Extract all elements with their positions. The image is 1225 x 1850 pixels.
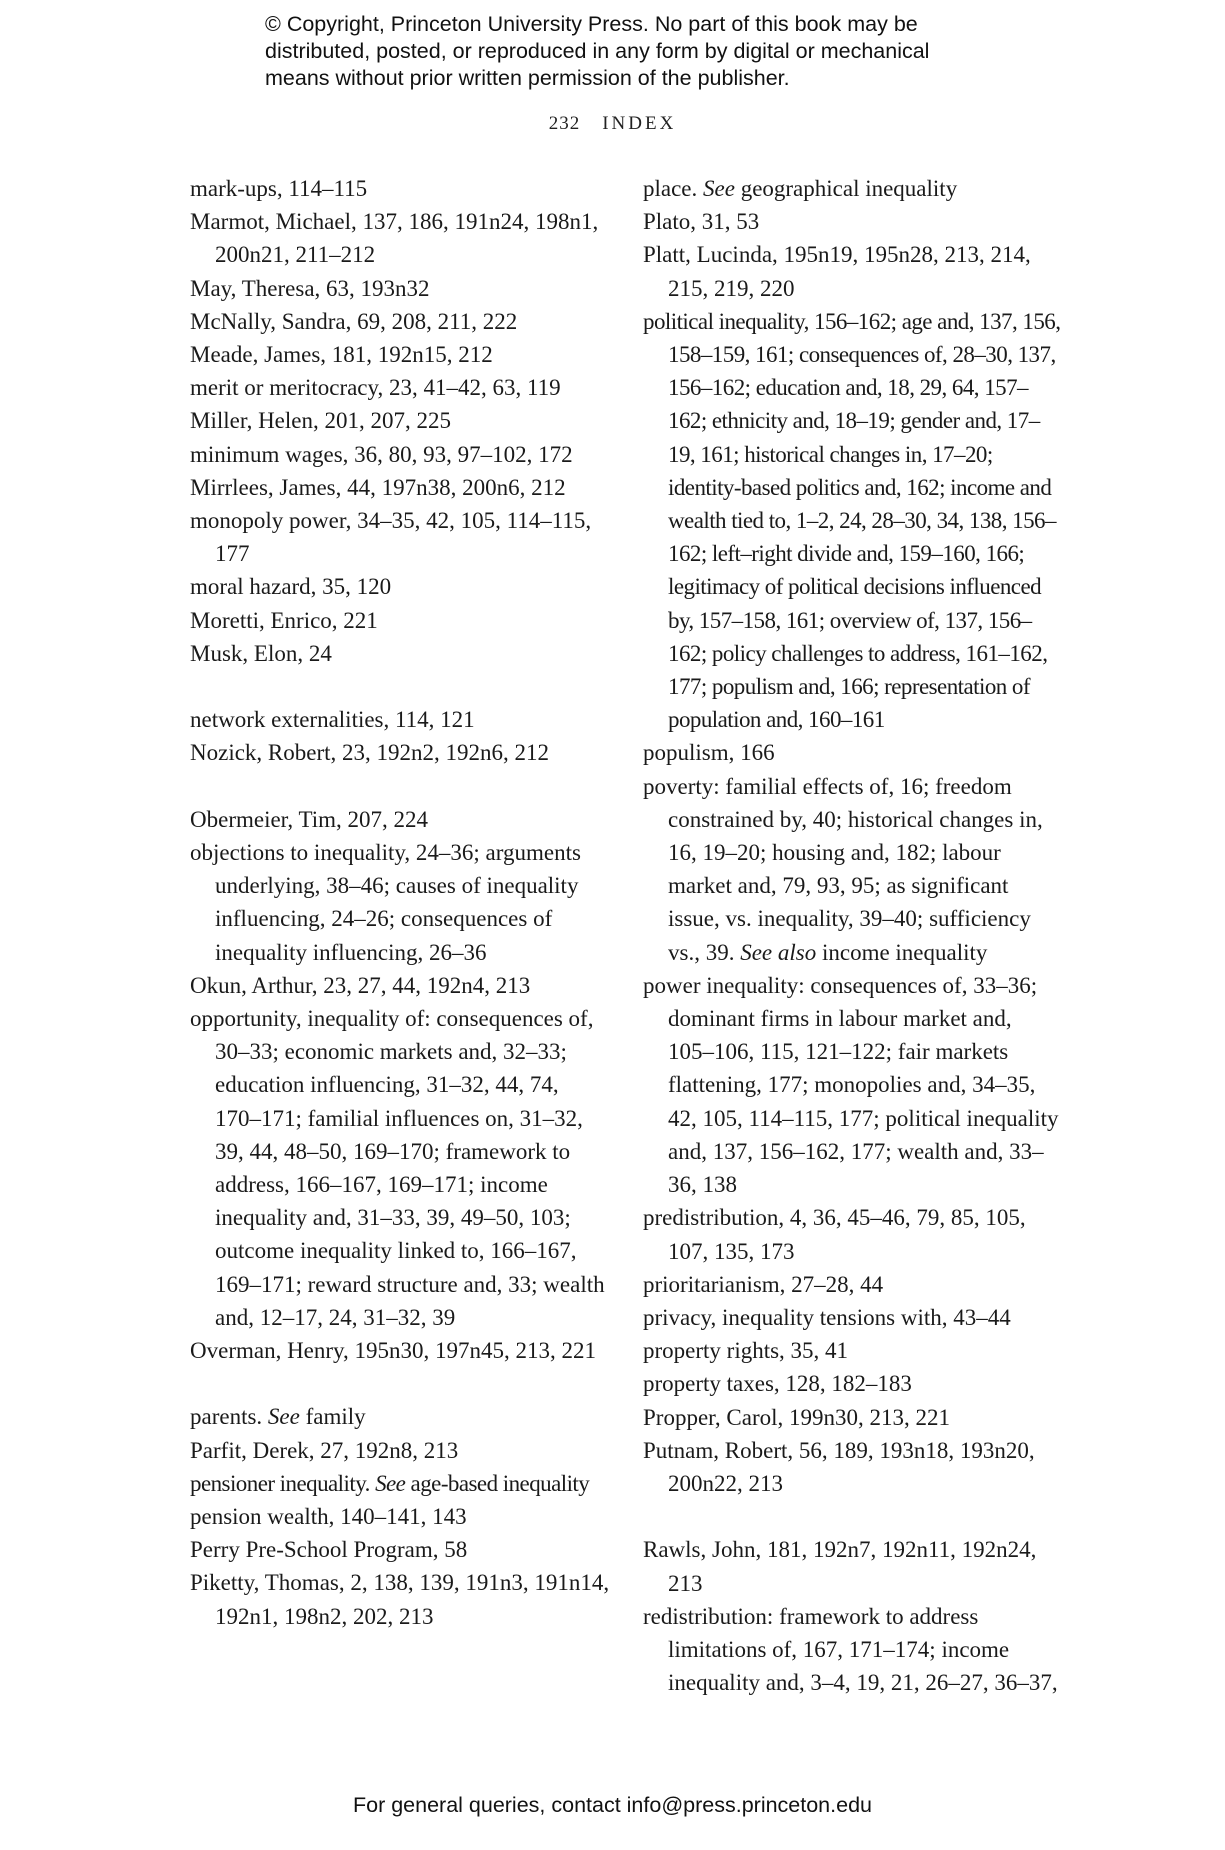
index-column-left [190,172,610,1633]
index-entry: merit or meritocracy, 23, 41–42, 63, 119 [190,375,561,401]
index-entry: Overman, Henry, 195n30, 197n45, 213, 221 [190,1338,597,1364]
index-entry: Nozick, Robert, 23, 192n2, 192n6, 212 [190,740,550,766]
index-entry: Platt, Lucinda, 195n19, 195n28, 213, 214, 215, 219, 220 [643,242,1031,301]
index-entry: Perry Pre-School Program, 58 [190,1537,468,1563]
index-entry: Marmot, Michael, 137, 186, 191n24, 198n1, 200n21, 211–212 [190,209,599,268]
index-entry: pension wealth, 140–141, 143 [190,1504,467,1530]
index-entry: predistribution, 4, 36, 45–46, 79, 85, 105, 107, 135, 173 [643,1205,1026,1264]
index-entry: prioritarianism, 27–28, 44 [643,1271,884,1297]
index-entry: opportunity, inequality of: consequences of, 30–33; economic markets and, 32–33; education influencing, 31–32, 44, 74, 170–171; familial influences on, 31–32, 39, 44, 48–50, 169–170; framework to address, 166–167, 169–171; income inequality and, 31–33, 39, 49–50, 103; outcome inequality linked to, 166–167, 169–171; reward structure and, 33; wealth and, 12–17, 24, 31–32, 39 [190,1006,605,1330]
index-entry: Meade, James, 181, 192n15, 212 [190,342,493,368]
letter-group-gap [190,770,610,803]
copyright-notice [265,11,1025,92]
index-entry: privacy, inequality tensions with, 43–44 [643,1304,1011,1330]
entry-term: place. [643,176,698,201]
index-entry: May, Theresa, 63, 193n32 [190,275,430,301]
index-entry: minimum wages, 36, 80, 93, 97–102, 172 [190,441,573,467]
cross-reference: age-based inequality [410,1470,590,1496]
see-also-reference: See also [740,939,817,965]
copyright-line: means without prior written permission of the publisher. [265,66,790,90]
see-reference: See [375,1470,406,1496]
index-column-right [643,172,1063,1699]
index-entry: Plato, 31, 53 [643,209,760,235]
letter-group-gap [190,1367,610,1400]
index-entry: network externalities, 114, 121 [190,707,475,733]
letter-group-gap [190,670,610,703]
index-entry: power inequality: consequences of, 33–36; dominant firms in labour market and, 105–106, 115, 121–122; fair markets flattening, 177; monopolies and, 34–35, 42, 105, 114–115, 177; political inequality and, 137, 156–162, 177; wealth and, 33–36, 138 [643,972,1059,1198]
index-entry: property rights, 35, 41 [643,1338,849,1364]
index-entry: Piketty, Thomas, 2, 138, 139, 191n3, 191n14, 192n1, 198n2, 202, 213 [190,1570,610,1629]
letter-group-gap [643,1500,1063,1533]
copyright-line: distributed, posted, or reproduced in any form by digital or mechanical [265,39,930,63]
entry-term: pensioner inequality. [190,1470,370,1496]
index-entry: Mirrlees, James, 44, 197n38, 200n6, 212 [190,474,566,500]
index-entry: political inequality, 156–162; age and, 137, 156, 158–159, 161; consequences of, 28–30, 137, 156–162; education and, 18, 29, 64, 157–162; ethnicity and, 18–19; gender and, 17–19, 161; historical changes in, 17–20; identity-based politics and, 162; income and wealth tied to, 1–2, 24, 28–30, 34, 138, 156–162; left–right divide and, 159–160, 166; legitimacy of political decisions influenced by, 157–158, 161; overview of, 137, 156–162; policy challenges to address, 161–162, 177; populism and, 166; representation of population and, 160–161 [643,308,1061,733]
footer-contact: For general queries, contact info@press.princeton.edu [352,1793,872,1817]
entry-term: poverty: familial effects of, 16; freedom constrained by, 40; historical changes in, 16, 19–20; housing and, 182; labour market and, 79, 93, 95; as significant issue, vs. inequality, 39–40; sufficiency vs., 39. [643,773,1043,965]
cross-reference: income inequality [821,939,988,965]
index-entry: Okun, Arthur, 23, 27, 44, 192n4, 213 [190,972,531,998]
index-entry: property taxes, 128, 182–183 [643,1371,912,1397]
index-entry [190,1400,610,1433]
index-entry: objections to inequality, 24–36; arguments underlying, 38–46; causes of inequality influencing, 24–26; consequences of inequality influencing, 26–36 [190,840,581,965]
see-reference: See [703,176,735,201]
index-entry: Musk, Elon, 24 [190,640,332,666]
index-entry: moral hazard, 35, 120 [190,574,392,600]
index-entry: Miller, Helen, 201, 207, 225 [190,408,451,434]
index-entry: Moretti, Enrico, 221 [190,607,378,633]
index-entry: Parfit, Derek, 27, 192n8, 213 [190,1437,459,1463]
index-entry [643,770,1063,969]
index-entry: redistribution: framework to address limitations of, 167, 171–174; income inequality and, 3–4, 19, 21, 26–27, 36–37, [643,1603,1058,1696]
copyright-line: © Copyright, Princeton University Press. No part of this book may be [265,12,918,36]
index-entry: Propper, Carol, 199n30, 213, 221 [643,1404,950,1430]
index-entry: Rawls, John, 181, 192n7, 192n11, 192n24, 213 [643,1537,1037,1596]
index-entry: Putnam, Robert, 56, 189, 193n18, 193n20, 200n22, 213 [643,1437,1035,1496]
running-head [0,113,1225,135]
index-entry: McNally, Sandra, 69, 208, 211, 222 [190,308,518,334]
index-entry [190,1467,610,1500]
index-entry: mark-ups, 114–115 [190,176,368,201]
see-reference: See [267,1404,300,1430]
entry-term: parents. [190,1404,263,1430]
index-entry: Obermeier, Tim, 207, 224 [190,806,429,832]
page-number: 232 [548,113,581,134]
index-entry: monopoly power, 34–35, 42, 105, 114–115, 177 [190,508,592,567]
index-entry: populism, 166 [643,740,775,766]
section-title: INDEX [602,113,677,134]
index-entry [643,172,1063,205]
cross-reference: geographical inequality [740,176,958,201]
cross-reference: family [305,1404,366,1430]
